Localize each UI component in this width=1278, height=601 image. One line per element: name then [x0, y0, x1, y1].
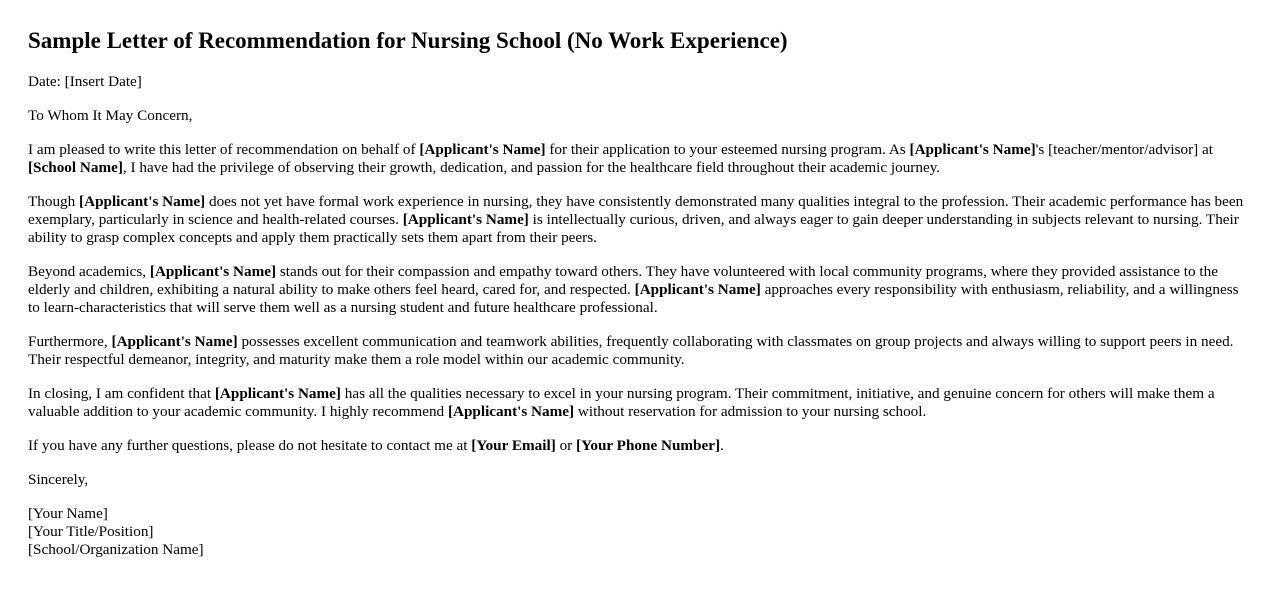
- date-line: Date: [Insert Date]: [28, 73, 142, 90]
- paragraph-closing: [28, 385, 1250, 421]
- applicant-name-placeholder: [Applicant's Name]: [447, 403, 575, 420]
- text-segment: If you have any further questions, please do not hesitate to contact me at: [28, 437, 472, 454]
- closing-line: Sincerely,: [28, 471, 89, 488]
- applicant-name-placeholder: [Applicant's Name]: [111, 333, 238, 350]
- applicant-name-placeholder: [Applicant's Name]: [909, 141, 1036, 158]
- text-segment: .: [720, 437, 724, 454]
- text-segment: Beyond academics,: [28, 263, 150, 280]
- text-segment: does not yet have formal work experience in nursing, they have consistently demonstrated many qualities integral to the profession. Their academic performance has been exemplary, particularly in science and health-related courses.: [28, 193, 1244, 228]
- text-segment: I am pleased to write this letter of recommendation on behalf of: [28, 141, 420, 158]
- applicant-name-placeholder: [Applicant's Name]: [634, 281, 761, 298]
- paragraph-academics: [28, 193, 1250, 247]
- signature-name: [Your Name]: [28, 505, 108, 522]
- text-segment: , I have had the privilege of observing their growth, dedication, and passion for the healthcare field throughout their academic journey.: [122, 159, 941, 176]
- salutation: To Whom It May Concern,: [28, 107, 193, 124]
- signature-organization: [School/Organization Name]: [28, 541, 204, 558]
- paragraph-character: [28, 263, 1250, 317]
- text-segment: is intellectually curious, driven, and always eager to gain deeper understanding in subjects relevant to nursing. Their ability to grasp complex concepts and apply them practically sets them apart from their peers.: [28, 211, 1239, 246]
- paragraph-contact: [28, 437, 1250, 455]
- applicant-name-placeholder: [Applicant's Name]: [214, 385, 341, 402]
- text-segment: has all the qualities necessary to excel in your nursing program. Their commitment, initiative, and genuine concern for others will make them a valuable addition to your academic community. I highly recommend: [28, 385, 1215, 420]
- text-segment: for their application to your esteemed nursing program. As: [545, 141, 910, 158]
- paragraph-intro: [28, 141, 1250, 177]
- applicant-name-placeholder: [Applicant's Name]: [419, 141, 546, 158]
- text-segment: or: [555, 437, 577, 454]
- text-segment: Though: [28, 193, 80, 210]
- text-segment: Furthermore,: [28, 333, 112, 350]
- applicant-name-placeholder: [Applicant's Name]: [149, 263, 277, 280]
- page-title: Sample Letter of Recommendation for Nursing School (No Work Experience): [28, 28, 788, 53]
- text-segment: possesses excellent communication and teamwork abilities, frequently collaborating with classmates on group projects and always willing to support peers in need. Their respectful demeanor, integrity, and maturity make them a role model within our academic community.: [28, 333, 1234, 368]
- email-placeholder: [Your Email]: [471, 437, 556, 454]
- phone-placeholder: [Your Phone Number]: [576, 437, 721, 454]
- applicant-name-placeholder: [Applicant's Name]: [79, 193, 206, 210]
- text-segment: without reservation for admission to your nursing school.: [574, 403, 927, 420]
- paragraph-teamwork: [28, 333, 1250, 369]
- text-segment: approaches every responsibility with enthusiasm, reliability, and a willingness to learn-characteristics that will serve them well as a nursing student and future healthcare professional.: [28, 281, 1239, 316]
- signature-title: [Your Title/Position]: [28, 523, 154, 540]
- text-segment: In closing, I am confident that: [28, 385, 215, 402]
- text-segment: stands out for their compassion and empathy toward others. They have volunteered with local community programs, where they provided assistance to the elderly and children, exhibiting a natural ability to make others feel heard, cared for, and respected.: [28, 263, 1218, 298]
- school-name-placeholder: [School Name]: [28, 159, 123, 176]
- signature-block: [28, 505, 1250, 559]
- applicant-name-placeholder: [Applicant's Name]: [402, 211, 529, 228]
- text-segment: 's [teacher/mentor/advisor] at: [1035, 141, 1213, 158]
